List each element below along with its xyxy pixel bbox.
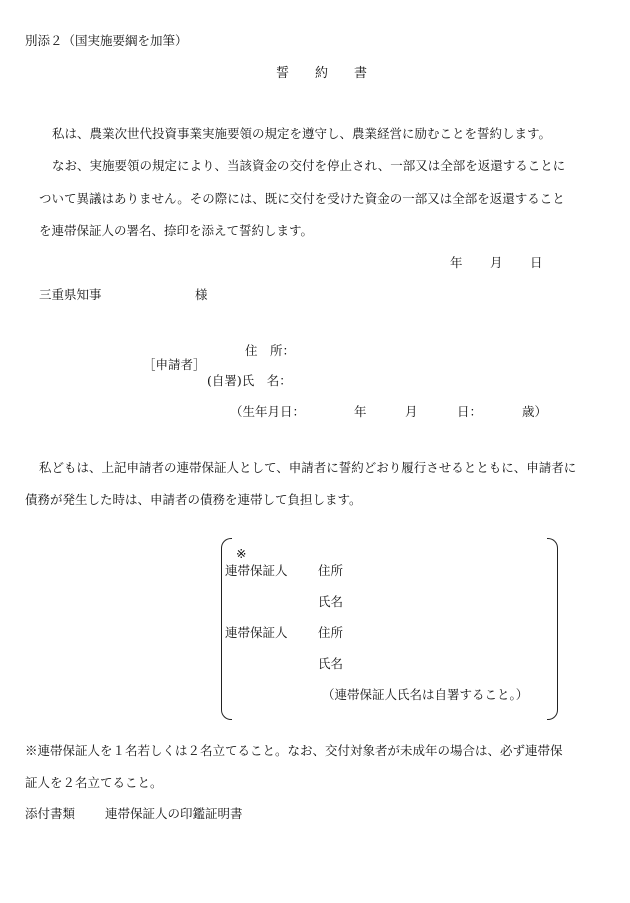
birth-day: 日： <box>457 404 483 419</box>
attachment-label: 別添２（国実施要綱を加筆） <box>25 33 188 48</box>
date-year: 年 <box>450 255 463 270</box>
addressee-honorific: 様 <box>195 287 208 302</box>
statement-line: 債務が発生した時は、申請者の債務を連帯して負担します。 <box>25 492 362 507</box>
attachments-label: 添付書類 <box>25 806 76 821</box>
applicant-address-label: 住 所： <box>245 343 296 358</box>
statement-line: 私どもは、上記申請者の連帯保証人として、申請者に誓約どおり履行させるとともに、申請者に <box>39 460 577 475</box>
birth-age: 歳） <box>522 404 548 419</box>
pledge-line: ついて異議はありません。その際には、既に交付を受けた資金の一部又は全部を返還すること <box>39 191 565 206</box>
guarantor1-label: 連帯保証人 <box>225 563 288 578</box>
pledge-line: 私は、農業次世代投資事業実施要領の規定を遵守し、農業経営に励むことを誓約します。 <box>52 126 552 141</box>
pledge-line: なお、実施要領の規定により、当該資金の交付を停止され、一部又は全部を返還することに <box>52 158 566 173</box>
reference-mark: ※ <box>236 546 247 561</box>
applicant-name-label: (自署)氏 名： <box>207 373 292 388</box>
pledge-line: を連帯保証人の署名、捺印を添えて誓約します。 <box>39 223 314 238</box>
footnote-line: 証人を２名立てること。 <box>25 775 163 790</box>
addressee-name: 三重県知事 <box>39 287 102 302</box>
guarantor1-address-label: 住所 <box>318 563 344 578</box>
date-day: 日 <box>530 255 543 270</box>
birth-label: （生年月日： <box>230 404 306 419</box>
birth-month: 月 <box>405 404 418 419</box>
guarantor2-label: 連帯保証人 <box>225 625 288 640</box>
guarantor2-name-label: 氏名 <box>318 656 344 671</box>
guarantor1-name-label: 氏名 <box>318 594 344 609</box>
document-title: 誓 約 書 <box>276 66 368 81</box>
signature-note: （連帯保証人氏名は自署すること。） <box>322 687 529 702</box>
attachments-item: 連帯保証人の印鑑証明書 <box>105 806 243 821</box>
footnote-line: ※連帯保証人を１名若しくは２名立てること。なお、交付対象者が未成年の場合は、必ず連帯保 <box>25 743 563 758</box>
guarantor2-address-label: 住所 <box>318 625 344 640</box>
applicant-label: ［申請者］ <box>143 357 206 372</box>
right-bracket <box>547 538 558 720</box>
birth-year: 年 <box>354 404 367 419</box>
date-month: 月 <box>490 255 503 270</box>
